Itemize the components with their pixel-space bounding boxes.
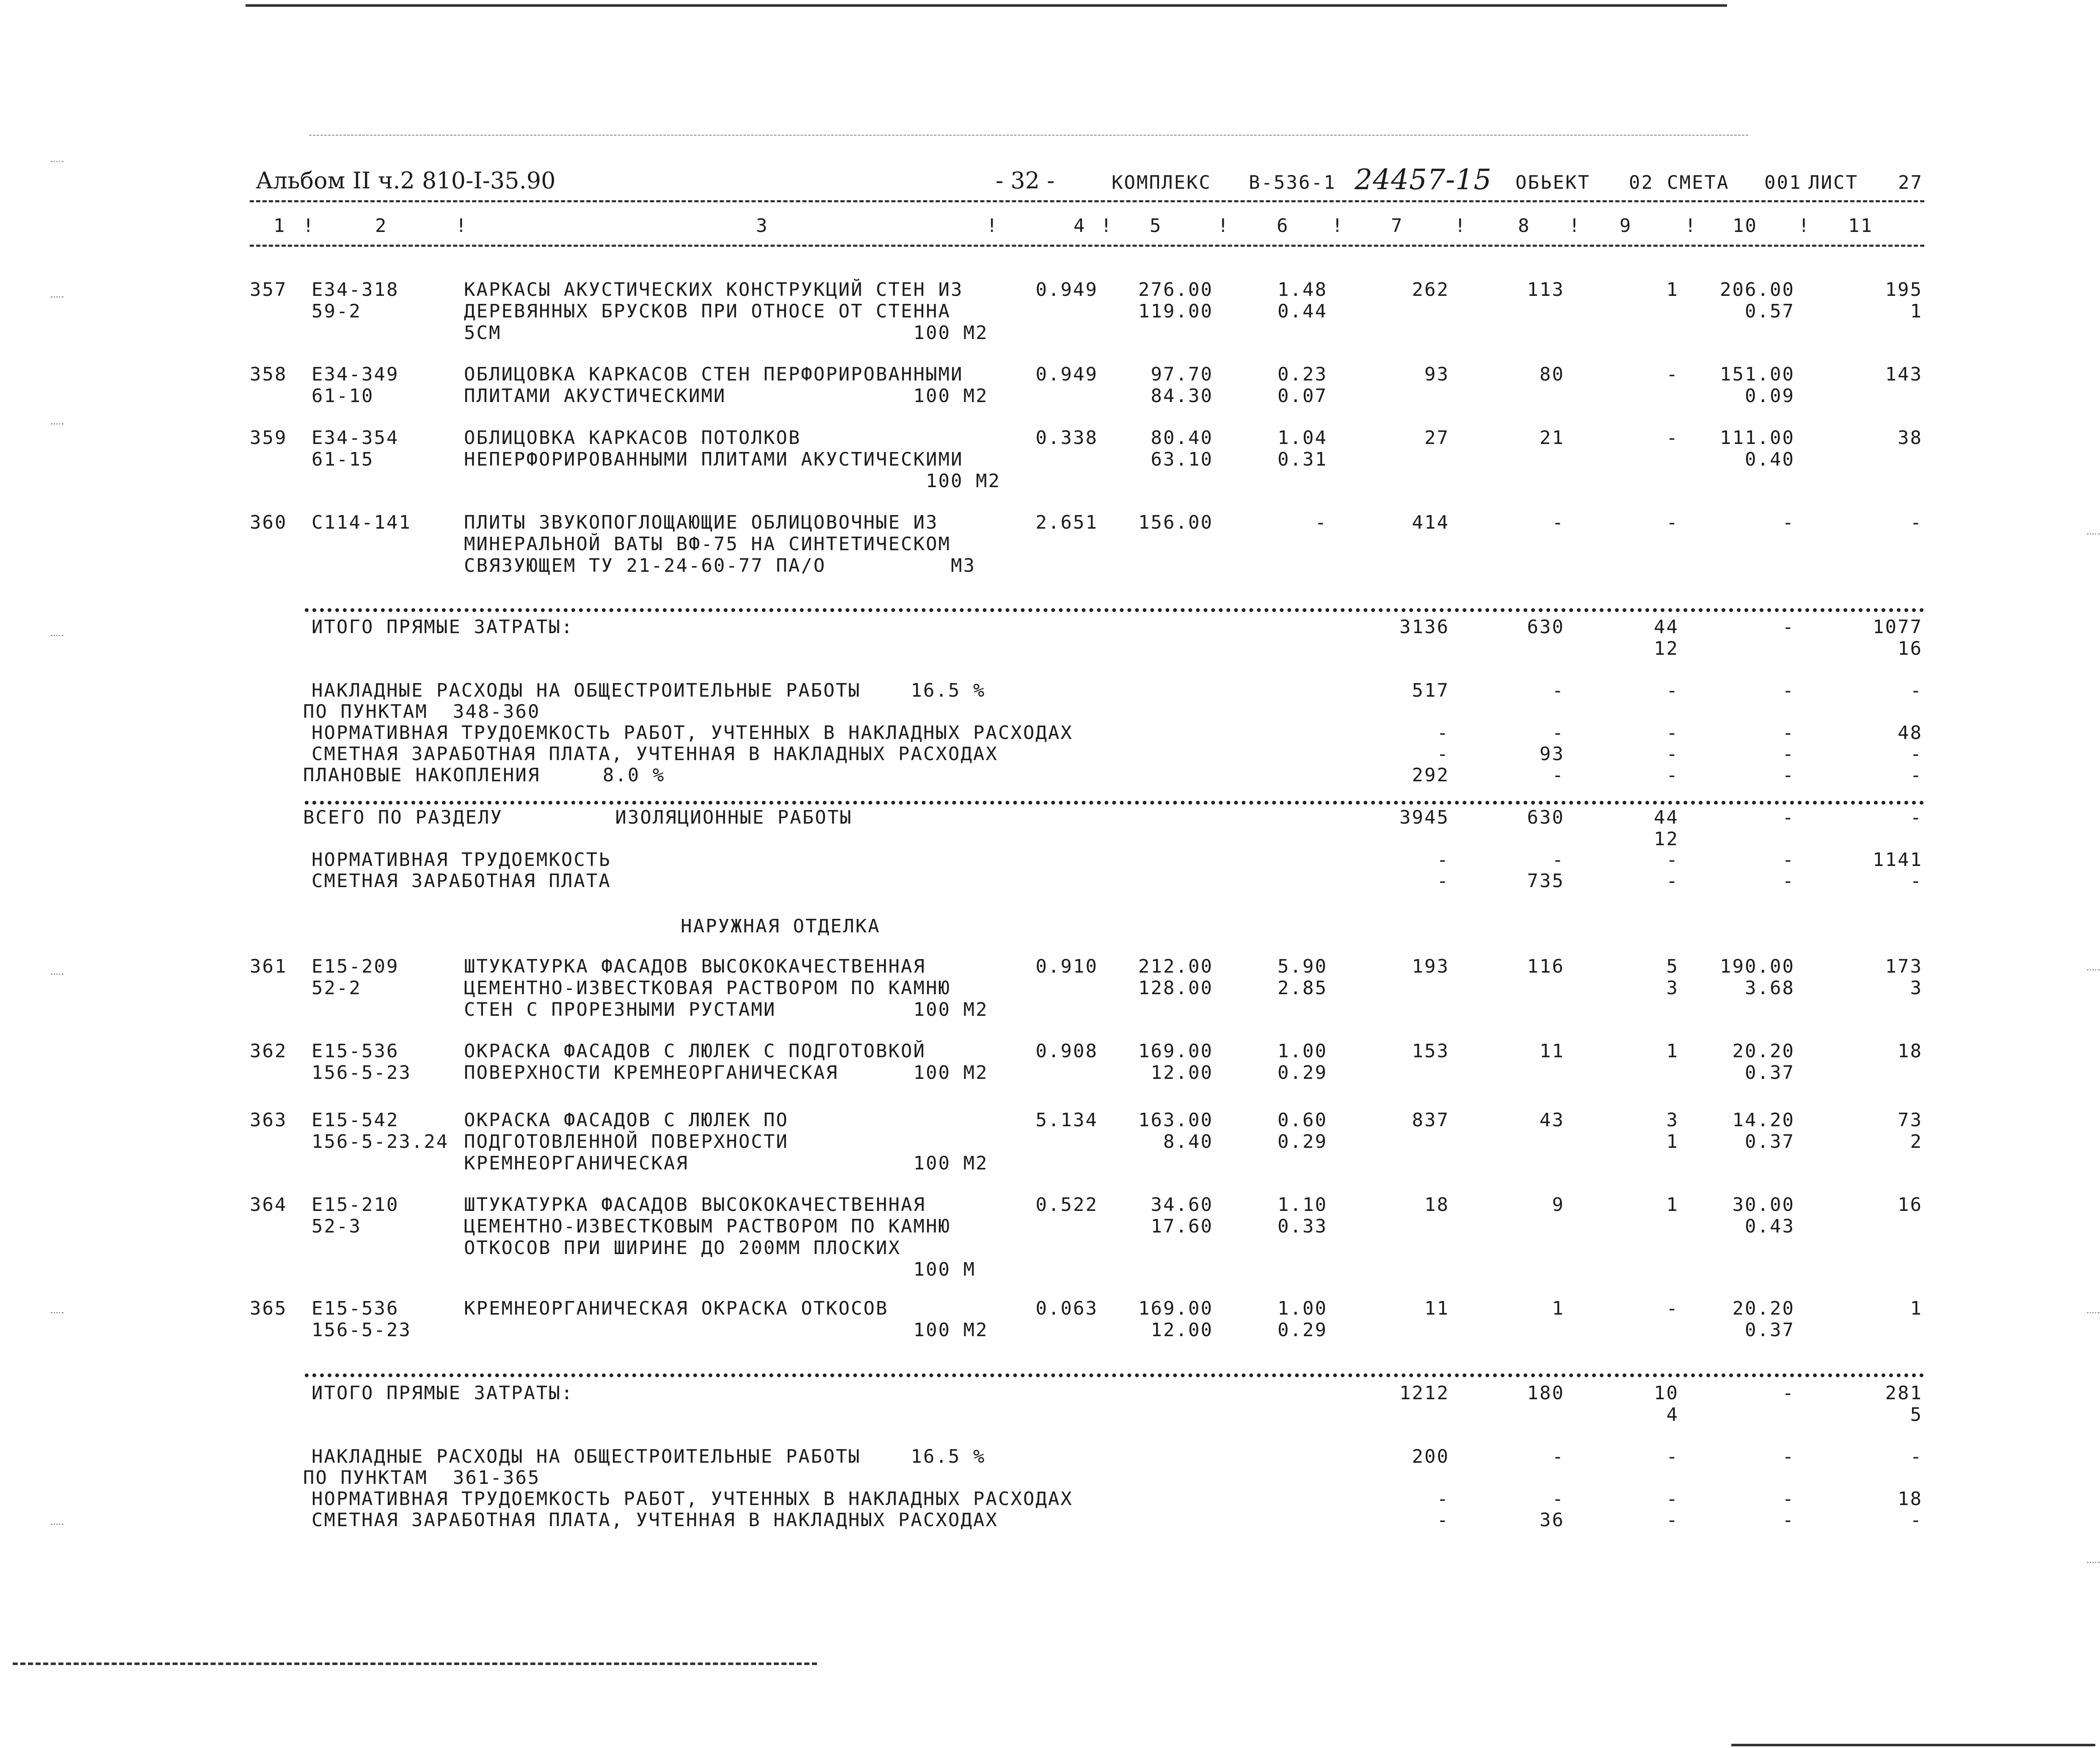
column-9-cell: - <box>1666 427 1679 449</box>
column-9-cell: 44 <box>1654 616 1679 638</box>
column-separator: ! <box>303 215 315 237</box>
column-6-cell: 1.00 <box>1278 1040 1327 1062</box>
column-header: 1 <box>273 215 286 237</box>
work-description: 5СМ 100 М2 <box>464 322 988 344</box>
rate-code: 52-2 <box>312 977 361 999</box>
column-10-cell: 0.09 <box>1745 385 1795 407</box>
total-cost-cell: 18 <box>1424 1194 1449 1216</box>
wages-cell: 93 <box>1540 743 1565 765</box>
work-description: ПЛИТЫ ЗВУКОПОГЛОЩАЮЩИЕ ОБЛИЦОВОЧНЫЕ ИЗ <box>464 512 938 533</box>
quantity-cell: 0.522 <box>1035 1194 1098 1216</box>
unit-cost-cell: 17.60 <box>1151 1216 1213 1237</box>
labor-cell: 1077 <box>1873 616 1923 638</box>
wages-cell: 9 <box>1552 1194 1565 1216</box>
work-description: ОБЛИЦОВКА КАРКАСОВ СТЕН ПЕРФОРИРОВАННЫМИ <box>464 364 963 385</box>
column-9-cell: 5 <box>1666 956 1679 977</box>
bottom-edge-line <box>13 1663 817 1665</box>
column-10-cell: 190.00 <box>1720 956 1795 977</box>
summary-label: ПО ПУНКТАМ 348-360 <box>303 701 541 722</box>
unit-cost-cell: 128.00 <box>1138 977 1213 999</box>
wages-cell: 1 <box>1552 1298 1565 1319</box>
column-6-cell: 5.90 <box>1278 956 1327 977</box>
rate-code: Е15-536 <box>312 1040 399 1062</box>
margin-mark <box>51 973 63 975</box>
summary-label: ПО ПУНКТАМ 361-365 <box>303 1467 541 1489</box>
column-10-cell: - <box>1782 722 1795 744</box>
column-header: 2 <box>375 215 388 237</box>
column-9-cell: 10 <box>1654 1382 1679 1404</box>
total-cost-cell: - <box>1437 722 1449 744</box>
column-separator: ! <box>455 215 468 237</box>
summary-label: СМЕТНАЯ ЗАРАБОТНАЯ ПЛАТА, УЧТЕННАЯ В НАКЛАДНЫХ РАСХОДАХ <box>312 1509 998 1531</box>
work-description: НЕПЕРФОРИРОВАННЫМИ ПЛИТАМИ АКУСТИЧЕСКИМИ <box>464 449 963 470</box>
rate-code: Е15-210 <box>312 1194 399 1216</box>
column-10-cell: - <box>1782 849 1795 871</box>
summary-label: НОРМАТИВНАЯ ТРУДОЕМКОСТЬ <box>312 849 611 871</box>
work-description: ПОДГОТОВЛЕННОЙ ПОВЕРХНОСТИ <box>464 1131 789 1152</box>
summary-label: НАКЛАДНЫЕ РАСХОДЫ НА ОБЩЕСТРОИТЕЛЬНЫЕ РАБОТЫ 16.5 % <box>312 680 986 701</box>
column-9-cell: - <box>1666 870 1679 892</box>
rate-code: 156-5-23 <box>312 1319 411 1341</box>
column-separator: ! <box>1454 215 1467 237</box>
column-10-cell: - <box>1782 1488 1795 1510</box>
column-9-cell: 1 <box>1666 1040 1679 1062</box>
total-cost-cell: 11 <box>1424 1298 1449 1319</box>
work-description: 100 М2 <box>464 470 1001 492</box>
column-6-cell: 0.29 <box>1278 1131 1327 1152</box>
column-9-cell: 1 <box>1666 1131 1679 1152</box>
column-header: 6 <box>1277 215 1289 237</box>
rate-code: 61-10 <box>312 385 374 407</box>
column-9-cell: - <box>1666 1488 1679 1510</box>
unit-cost-cell: 276.00 <box>1138 279 1213 301</box>
item-number: 361 <box>250 956 287 977</box>
unit-cost-cell: 97.70 <box>1151 364 1213 385</box>
item-number: 362 <box>250 1040 287 1062</box>
unit-cost-cell: 12.00 <box>1151 1062 1213 1084</box>
labor-cell: - <box>1910 512 1923 533</box>
work-description: СТЕН С ПРОРЕЗНЫМИ РУСТАМИ 100 М2 <box>464 999 988 1020</box>
item-number: 364 <box>250 1194 287 1216</box>
quantity-cell: 2.651 <box>1035 512 1098 533</box>
margin-mark <box>2087 1562 2100 1563</box>
column-9-cell: 1 <box>1666 1194 1679 1216</box>
labor-cell: 73 <box>1898 1109 1923 1131</box>
rate-code: 156-5-23.24 <box>312 1131 449 1152</box>
total-cost-cell: 193 <box>1412 956 1449 977</box>
column-6-cell: 0.44 <box>1278 301 1327 322</box>
labor-cell: 3 <box>1910 977 1923 999</box>
work-description: ШТУКАТУРКА ФАСАДОВ ВЫСОКОКАЧЕСТВЕННАЯ <box>464 1194 926 1216</box>
column-10-cell: - <box>1782 807 1795 828</box>
column-header: 8 <box>1518 215 1531 237</box>
summary-label: ИТОГО ПРЯМЫЕ ЗАТРАТЫ: <box>312 1382 574 1404</box>
total-cost-cell: 837 <box>1412 1109 1449 1131</box>
column-9-cell: - <box>1666 680 1679 701</box>
column-header: 3 <box>756 215 769 237</box>
column-9-cell: - <box>1666 512 1679 533</box>
quantity-cell: 0.949 <box>1035 279 1098 301</box>
column-9-cell: - <box>1666 364 1679 385</box>
column-separator: ! <box>1569 215 1581 237</box>
labor-cell: - <box>1910 807 1923 828</box>
wages-cell: 630 <box>1527 807 1565 828</box>
unit-cost-cell: 84.30 <box>1151 385 1213 407</box>
object-label: ОБЬЕКТ <box>1515 172 1590 193</box>
rate-code: 61-15 <box>312 449 374 470</box>
total-cost-cell: 262 <box>1412 279 1449 301</box>
column-10-cell: - <box>1782 743 1795 765</box>
column-10-cell: - <box>1782 616 1795 638</box>
column-6-cell: 2.85 <box>1278 977 1327 999</box>
column-9-cell: - <box>1666 1509 1679 1531</box>
column-10-cell: 3.68 <box>1745 977 1795 999</box>
wages-cell: - <box>1552 764 1565 786</box>
wages-cell: - <box>1552 722 1565 744</box>
labor-cell: 2 <box>1910 1131 1923 1152</box>
rate-code: Е15-536 <box>312 1298 399 1319</box>
column-header: 10 <box>1733 215 1758 237</box>
wages-cell: - <box>1552 1446 1565 1467</box>
column-6-cell: 1.48 <box>1278 279 1327 301</box>
margin-mark <box>2087 533 2100 535</box>
labor-cell: 38 <box>1898 427 1923 449</box>
column-10-cell: 151.00 <box>1720 364 1795 385</box>
section-separator <box>305 1373 1924 1377</box>
column-6-cell: 1.04 <box>1278 427 1327 449</box>
column-10-cell: - <box>1782 512 1795 533</box>
wages-cell: - <box>1552 680 1565 701</box>
column-10-cell: 111.00 <box>1720 427 1795 449</box>
unit-cost-cell: 80.40 <box>1151 427 1213 449</box>
column-10-cell: 14.20 <box>1732 1109 1795 1131</box>
wages-cell: - <box>1552 512 1565 533</box>
total-cost-cell: 153 <box>1412 1040 1449 1062</box>
labor-cell: 143 <box>1885 364 1923 385</box>
margin-mark <box>51 161 63 162</box>
item-number: 359 <box>250 427 287 449</box>
unit-cost-cell: 34.60 <box>1151 1194 1213 1216</box>
column-10-cell: 0.37 <box>1745 1062 1795 1084</box>
quantity-cell: 0.063 <box>1035 1298 1098 1319</box>
unit-cost-cell: 169.00 <box>1138 1040 1213 1062</box>
item-number: 365 <box>250 1298 287 1319</box>
sheet-value: 27 <box>1898 172 1923 193</box>
column-6-cell: 0.33 <box>1278 1216 1327 1237</box>
margin-mark <box>51 296 63 298</box>
column-separator: ! <box>1101 215 1113 237</box>
column-10-cell: - <box>1782 1382 1795 1404</box>
column-separator: ! <box>1217 215 1230 237</box>
unit-cost-cell: 163.00 <box>1138 1109 1213 1131</box>
column-6-cell: 0.31 <box>1278 449 1327 470</box>
work-description: ЦЕМЕНТНО-ИЗВЕСТКОВЫМ РАСТВОРОМ ПО КАМНЮ <box>464 1216 951 1237</box>
column-9-cell: - <box>1666 849 1679 871</box>
quantity-cell: 0.908 <box>1035 1040 1098 1062</box>
work-description: ОКРАСКА ФАСАДОВ С ЛЮЛЕК С ПОДГОТОВКОЙ <box>464 1040 926 1062</box>
wages-cell: 180 <box>1527 1382 1565 1404</box>
column-header: 9 <box>1620 215 1632 237</box>
work-description: ПОВЕРХНОСТИ КРЕМНЕОРГАНИЧЕСКАЯ 100 М2 <box>464 1062 988 1084</box>
quantity-cell: 0.338 <box>1035 427 1098 449</box>
total-cost-cell: 200 <box>1412 1446 1449 1467</box>
section-separator <box>305 801 1924 805</box>
scan-mark <box>309 135 1748 136</box>
summary-label: ВСЕГО ПО РАЗДЕЛУ ИЗОЛЯЦИОННЫЕ РАБОТЫ <box>303 807 853 828</box>
rate-code: Е15-209 <box>312 956 399 977</box>
column-separator: ! <box>986 215 999 237</box>
total-cost-cell: - <box>1437 1509 1449 1531</box>
wages-cell: - <box>1552 1488 1565 1510</box>
column-10-cell: 0.43 <box>1745 1216 1795 1237</box>
wages-cell: 43 <box>1540 1109 1565 1131</box>
wages-cell: 116 <box>1527 956 1565 977</box>
labor-cell: - <box>1910 764 1923 786</box>
rate-code: Е34-354 <box>312 427 399 449</box>
work-description: ЦЕМЕНТНО-ИЗВЕСТКОВАЯ РАСТВОРОМ ПО КАМНЮ <box>464 977 951 999</box>
labor-cell: 18 <box>1898 1488 1923 1510</box>
work-description: 100 М2 <box>464 1319 988 1341</box>
column-separator: ! <box>1332 215 1344 237</box>
summary-label: ПЛАНОВЫЕ НАКОПЛЕНИЯ 8.0 % <box>303 764 665 786</box>
column-10-cell: - <box>1782 870 1795 892</box>
wages-cell: 11 <box>1540 1040 1565 1062</box>
column-9-cell: - <box>1666 743 1679 765</box>
unit-cost-cell: 8.40 <box>1163 1131 1213 1152</box>
rate-code: Е15-542 <box>312 1109 399 1131</box>
unit-cost-cell: 212.00 <box>1138 956 1213 977</box>
rate-code: С114-141 <box>312 512 411 533</box>
work-description: ДЕРЕВЯННЫХ БРУСКОВ ПРИ ОТНОСЕ ОТ СТЕННА <box>464 301 951 322</box>
total-cost-cell: 1212 <box>1399 1382 1449 1404</box>
column-9-cell: 3 <box>1666 977 1679 999</box>
work-description: ОТКОСОВ ПРИ ШИРИНЕ ДО 200ММ ПЛОСКИХ <box>464 1237 901 1259</box>
margin-mark <box>51 1312 63 1313</box>
column-9-cell: 3 <box>1666 1109 1679 1131</box>
item-number: 358 <box>250 364 287 385</box>
object-value: 02 <box>1629 172 1654 193</box>
margin-mark <box>51 423 63 425</box>
column-10-cell: - <box>1782 680 1795 701</box>
wages-cell: 735 <box>1527 870 1565 892</box>
page-number: - 32 - <box>996 167 1055 194</box>
margin-mark <box>51 1524 63 1525</box>
labor-cell: 173 <box>1885 956 1923 977</box>
column-10-cell: - <box>1782 764 1795 786</box>
labor-cell: 16 <box>1898 1194 1923 1216</box>
column-9-cell: - <box>1666 1298 1679 1319</box>
column-6-cell: 0.07 <box>1278 385 1327 407</box>
unit-cost-cell: 63.10 <box>1151 449 1213 470</box>
margin-mark <box>51 635 63 636</box>
margin-mark <box>2087 969 2100 970</box>
unit-cost-cell: 119.00 <box>1138 301 1213 322</box>
labor-cell: 18 <box>1898 1040 1923 1062</box>
section-separator <box>305 608 1924 612</box>
rate-code: 59-2 <box>312 301 361 322</box>
rate-code: 52-3 <box>312 1216 361 1237</box>
column-10-cell: 20.20 <box>1732 1040 1795 1062</box>
album-title: Альбом II ч.2 810-I-35.90 <box>256 167 556 194</box>
column-10-cell: 20.20 <box>1732 1298 1795 1319</box>
column-9-cell: 44 <box>1654 807 1679 828</box>
handwritten-number: 24457-15 <box>1355 163 1492 196</box>
total-cost-cell: 93 <box>1424 364 1449 385</box>
header-rule <box>250 200 1924 202</box>
column-9-cell: 1 <box>1666 279 1679 301</box>
labor-cell: 1 <box>1910 1298 1923 1319</box>
column-10-cell: 0.57 <box>1745 301 1795 322</box>
quantity-cell: 0.910 <box>1035 956 1098 977</box>
column-10-cell: 0.37 <box>1745 1131 1795 1152</box>
work-description: КРЕМНЕОРГАНИЧЕСКАЯ ОКРАСКА ОТКОСОВ <box>464 1298 889 1319</box>
labor-cell: - <box>1910 743 1923 765</box>
work-description: ШТУКАТУРКА ФАСАДОВ ВЫСОКОКАЧЕСТВЕННАЯ <box>464 956 926 977</box>
column-9-cell: - <box>1666 764 1679 786</box>
total-cost-cell: - <box>1437 743 1449 765</box>
wages-cell: 21 <box>1540 427 1565 449</box>
work-description: СВЯЗУЮЩЕМ ТУ 21-24-60-77 ПА/О М3 <box>464 555 976 576</box>
estimate-label: СМЕТА <box>1667 172 1730 193</box>
labor-cell: - <box>1910 870 1923 892</box>
column-9-cell: - <box>1666 1446 1679 1467</box>
rate-code: 156-5-23 <box>312 1062 411 1084</box>
work-description: КАРКАСЫ АКУСТИЧЕСКИХ КОНСТРУКЦИЙ СТЕН ИЗ <box>464 279 963 301</box>
column-6-cell: 0.23 <box>1278 364 1327 385</box>
unit-cost-cell: 169.00 <box>1138 1298 1213 1319</box>
total-cost-cell: - <box>1437 870 1449 892</box>
item-number: 357 <box>250 279 287 301</box>
labor-cell: 195 <box>1885 279 1923 301</box>
column-10-cell: 0.40 <box>1745 449 1795 470</box>
bottom-right-edge-line <box>1731 1744 2095 1746</box>
labor-cell: 16 <box>1898 638 1923 659</box>
column-9-cell: 4 <box>1666 1404 1679 1425</box>
column-separator: ! <box>1685 215 1697 237</box>
total-cost-cell: 517 <box>1412 680 1449 701</box>
column-header: 5 <box>1150 215 1162 237</box>
labor-cell: 1 <box>1910 301 1923 322</box>
estimate-value: 001 <box>1764 172 1802 193</box>
sheet-label: ЛИСТ <box>1808 172 1858 193</box>
work-description: ПЛИТАМИ АКУСТИЧЕСКИМИ 100 М2 <box>464 385 988 407</box>
header-rule <box>250 245 1924 247</box>
column-header: 7 <box>1391 215 1404 237</box>
labor-cell: - <box>1910 1509 1923 1531</box>
column-9-cell: - <box>1666 722 1679 744</box>
unit-cost-cell: 12.00 <box>1151 1319 1213 1341</box>
item-number: 360 <box>250 512 287 533</box>
summary-label: СМЕТНАЯ ЗАРАБОТНАЯ ПЛАТА <box>312 870 611 892</box>
wages-cell: - <box>1552 849 1565 871</box>
column-header: 11 <box>1848 215 1873 237</box>
work-description: МИНЕРАЛЬНОЙ ВАТЫ ВФ-75 НА СИНТЕТИЧЕСКОМ <box>464 533 951 555</box>
column-6-cell: 0.29 <box>1278 1062 1327 1084</box>
column-6-cell: - <box>1315 512 1327 533</box>
column-9-cell: 12 <box>1654 828 1679 850</box>
column-10-cell: - <box>1782 1446 1795 1467</box>
quantity-cell: 5.134 <box>1035 1109 1098 1131</box>
total-cost-cell: 27 <box>1424 427 1449 449</box>
column-9-cell: 12 <box>1654 638 1679 659</box>
rate-code: Е34-318 <box>312 279 399 301</box>
labor-cell: 1141 <box>1873 849 1923 871</box>
labor-cell: 48 <box>1898 722 1923 744</box>
column-6-cell: 1.00 <box>1278 1298 1327 1319</box>
column-header: 4 <box>1073 215 1086 237</box>
column-10-cell: - <box>1782 1509 1795 1531</box>
summary-label: НОРМАТИВНАЯ ТРУДОЕМКОСТЬ РАБОТ, УЧТЕННЫХ В НАКЛАДНЫХ РАСХОДАХ <box>312 722 1073 744</box>
column-6-cell: 1.10 <box>1278 1194 1327 1216</box>
total-cost-cell: 292 <box>1412 764 1449 786</box>
column-10-cell: 206.00 <box>1720 279 1795 301</box>
labor-cell: 281 <box>1885 1382 1923 1404</box>
unit-cost-cell: 156.00 <box>1138 512 1213 533</box>
summary-label: СМЕТНАЯ ЗАРАБОТНАЯ ПЛАТА, УЧТЕННАЯ В НАКЛАДНЫХ РАСХОДАХ <box>312 743 998 765</box>
margin-mark <box>2087 1312 2100 1313</box>
column-separator: ! <box>1798 215 1811 237</box>
complex-label: КОМПЛЕКС <box>1112 172 1211 193</box>
total-cost-cell: 3136 <box>1399 616 1449 638</box>
top-edge-line <box>246 4 1727 7</box>
column-6-cell: 0.60 <box>1278 1109 1327 1131</box>
work-description: КРЕМНЕОРГАНИЧЕСКАЯ 100 М2 <box>464 1152 988 1174</box>
total-cost-cell: 414 <box>1412 512 1449 533</box>
labor-cell: - <box>1910 1446 1923 1467</box>
summary-label: НАКЛАДНЫЕ РАСХОДЫ НА ОБЩЕСТРОИТЕЛЬНЫЕ РАБОТЫ 16.5 % <box>312 1446 986 1467</box>
work-description: ОКРАСКА ФАСАДОВ С ЛЮЛЕК ПО <box>464 1109 789 1131</box>
summary-label: НОРМАТИВНАЯ ТРУДОЕМКОСТЬ РАБОТ, УЧТЕННЫХ В НАКЛАДНЫХ РАСХОДАХ <box>312 1488 1073 1510</box>
wages-cell: 630 <box>1527 616 1565 638</box>
work-description: ОБЛИЦОВКА КАРКАСОВ ПОТОЛКОВ <box>464 427 801 449</box>
quantity-cell: 0.949 <box>1035 364 1098 385</box>
total-cost-cell: 3945 <box>1399 807 1449 828</box>
labor-cell: - <box>1910 680 1923 701</box>
wages-cell: 113 <box>1527 279 1565 301</box>
summary-label: ИТОГО ПРЯМЫЕ ЗАТРАТЫ: <box>312 616 574 638</box>
labor-cell: 5 <box>1910 1404 1923 1425</box>
wages-cell: 80 <box>1540 364 1565 385</box>
column-10-cell: 0.37 <box>1745 1319 1795 1341</box>
section-title: НАРУЖНАЯ ОТДЕЛКА <box>681 915 880 937</box>
rate-code: Е34-349 <box>312 364 399 385</box>
total-cost-cell: - <box>1437 849 1449 871</box>
column-10-cell: 30.00 <box>1732 1194 1795 1216</box>
work-description: 100 М <box>464 1259 976 1280</box>
total-cost-cell: - <box>1437 1488 1449 1510</box>
wages-cell: 36 <box>1540 1509 1565 1531</box>
complex-code: В-536-1 <box>1249 172 1336 193</box>
column-6-cell: 0.29 <box>1278 1319 1327 1341</box>
item-number: 363 <box>250 1109 287 1131</box>
